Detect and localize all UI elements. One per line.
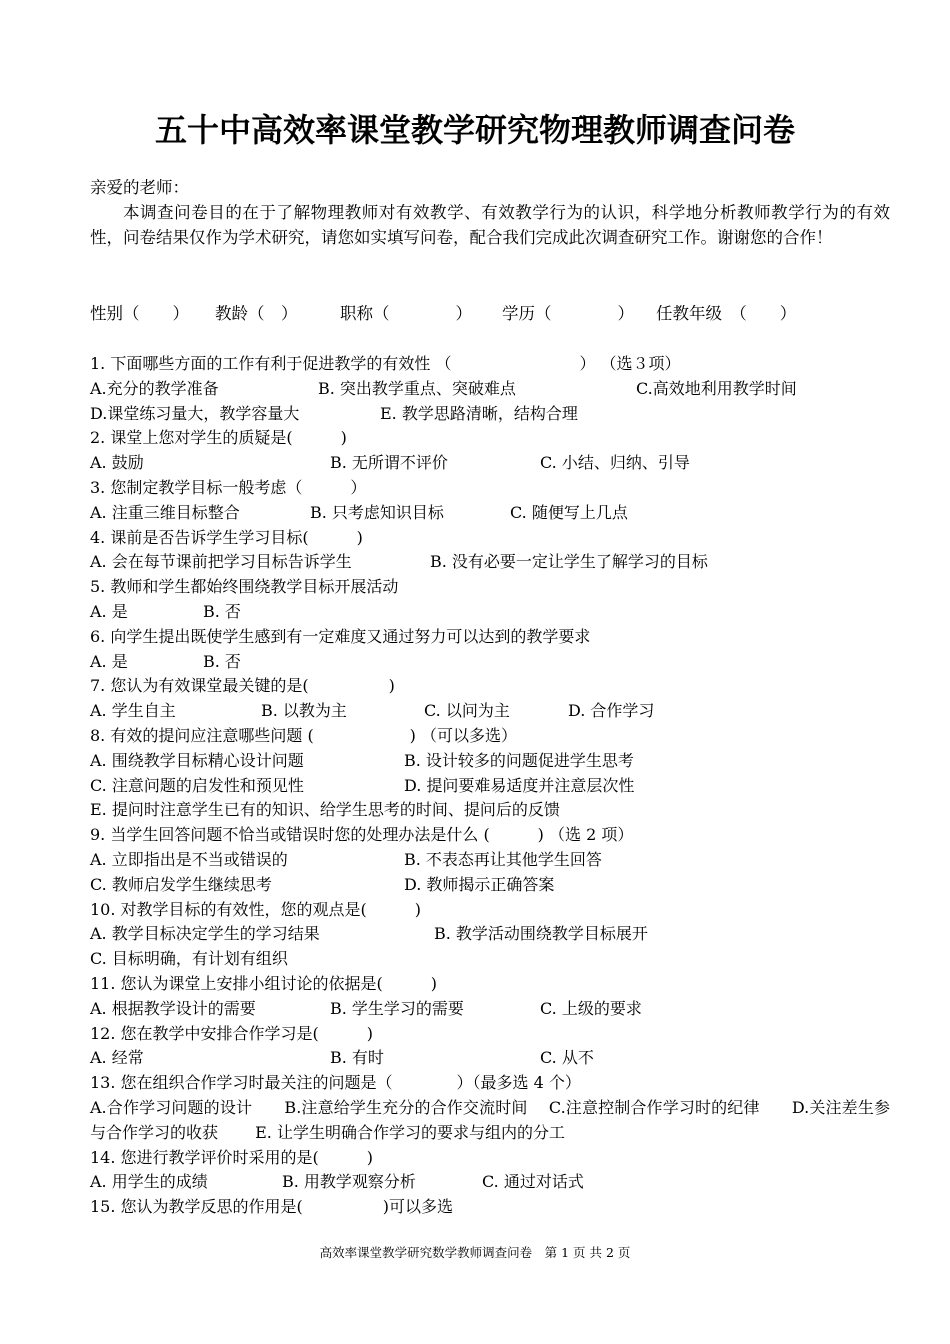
answer-option[interactable]: A. 是 <box>90 651 128 671</box>
answer-option[interactable]: A. 是 <box>90 601 128 621</box>
answer-option[interactable]: B. 突出教学重点、突破难点 <box>318 378 516 398</box>
answer-option[interactable]: C. 上级的要求 <box>540 998 642 1018</box>
question-text: 11. 您认为课堂上安排小组讨论的依据是( ) <box>90 973 438 993</box>
question-text: 13. 您在组织合作学习时最关注的问题是（ ）（最多选 4 个） <box>90 1073 581 1093</box>
answer-option[interactable]: C. 教师启发学生继续思考 <box>90 874 272 894</box>
answer-option[interactable]: B. 学生学习的需要 <box>330 998 464 1018</box>
answer-option[interactable]: A. 教学目标决定学生的学习结果 <box>90 924 320 944</box>
option-row <box>90 1046 890 1071</box>
page-title: 五十中高效率课堂教学研究物理教师调查问卷 <box>154 111 795 149</box>
answer-option[interactable]: C. 通过对话式 <box>482 1172 584 1192</box>
answer-option[interactable]: A. 围绕教学目标精心设计问题 <box>90 750 304 770</box>
question-list <box>90 352 890 1220</box>
answer-option[interactable]: B. 用教学观察分析 <box>282 1172 416 1192</box>
question-text: 8. 有效的提问应注意哪些问题 ( ) （可以多选） <box>90 725 518 745</box>
question-text: 1. 下面哪些方面的工作有利于促进教学的有效性 （ ） （选３项） <box>90 354 681 373</box>
question-5 <box>90 575 890 600</box>
question-text: 10. 对教学目标的有效性，您的观点是( ) <box>90 899 422 919</box>
answer-option[interactable]: C.高效地利用教学时间 <box>636 378 797 398</box>
question-text: 12. 您在教学中安排合作学习是( ) <box>90 1023 374 1043</box>
answer-option[interactable]: A. 学生自主 <box>90 701 176 721</box>
question-text: 7. 您认为有效课堂最关键的是( ) <box>90 676 395 696</box>
greeting: 亲爱的老师： <box>90 178 189 197</box>
question-text: 2. 课堂上您对学生的质疑是( ) <box>90 428 347 448</box>
question-8 <box>90 724 890 749</box>
answer-option[interactable]: A. 经常 <box>90 1048 144 1068</box>
question-text: 14. 您进行教学评价时采用的是( ) <box>90 1147 374 1167</box>
answer-option[interactable]: A. 鼓励 <box>90 453 144 473</box>
answer-option[interactable]: B. 设计较多的问题促进学生思考 <box>404 750 634 770</box>
answer-option[interactable]: A.充分的教学准备 <box>90 378 219 398</box>
answer-option[interactable]: D.课堂练习量大，教学容量大 <box>90 403 300 423</box>
answer-option[interactable]: A. 根据教学设计的需要 <box>90 998 256 1018</box>
option-row <box>90 848 890 873</box>
page-footer: 高效率课堂教学研究数学教师调查问卷 第 1 页 共 2 页 <box>319 1245 631 1260</box>
answer-option[interactable]: E. 教学思路清晰，结构合理 <box>380 403 578 423</box>
option-row <box>90 501 890 526</box>
option-row <box>90 922 890 947</box>
option-row <box>90 997 890 1022</box>
question-15 <box>90 1195 890 1220</box>
question-options: A.合作学习问题的设计 B.注意给学生充分的合作交流时间 C.注意控制合作学习时的纪律 D.关注差生参与合作学习的收获 E. 让学生明确合作学习的要求与组内的分工 <box>90 1097 890 1142</box>
option-row <box>90 1170 890 1195</box>
question-text: 9. 当学生回答问题不恰当或错误时您的处理办法是什么 ( ) （选 2 项） <box>90 825 634 845</box>
option-row <box>90 774 890 799</box>
option-row <box>90 798 890 823</box>
option-row <box>90 749 890 774</box>
answer-option[interactable]: B. 没有必要一定让学生了解学习的目标 <box>430 552 708 572</box>
answer-option[interactable]: B. 无所谓不评价 <box>330 453 448 473</box>
info-teaching-years[interactable]: 教龄（ ） <box>215 304 298 323</box>
option-row <box>90 699 890 724</box>
question-12 <box>90 1022 890 1047</box>
question-text: 4. 课前是否告诉学生学习目标( ) <box>90 527 363 547</box>
option-row <box>90 650 890 675</box>
option-row <box>90 600 890 625</box>
info-education[interactable]: 学历（ ） <box>502 304 634 323</box>
option-row <box>90 451 890 476</box>
answer-option[interactable]: B. 否 <box>203 651 241 671</box>
question-7 <box>90 674 890 699</box>
answer-option[interactable]: A. 会在每节课前把学习目标告诉学生 <box>90 552 352 572</box>
answer-option[interactable]: A. 注重三维目标整合 <box>90 502 240 522</box>
intro-paragraph: 本调查问卷目的在于了解物理教师对有效教学、有效教学行为的认识，科学地分析教师教学行为的有效性，问卷结果仅作为学术研究，请您如实填写问卷，配合我们完成此次调查研究工作。谢谢您的合作！ <box>90 203 890 247</box>
answer-option[interactable]: E. 提问时注意学生已有的知识、给学生思考的时间、提问后的反馈 <box>90 800 560 820</box>
answer-option[interactable]: C. 以问为主 <box>424 701 510 721</box>
option-row <box>90 377 890 402</box>
answer-option[interactable]: C. 目标明确，有计划有组织 <box>90 949 288 969</box>
info-title-rank[interactable]: 职称（ ） <box>340 304 472 323</box>
question-9 <box>90 823 890 848</box>
info-grade[interactable]: 任教年级 （ ） <box>656 304 797 323</box>
answer-option[interactable]: B. 以教为主 <box>261 701 347 721</box>
question-14 <box>90 1146 890 1171</box>
question-text: 5. 教师和学生都始终围绕教学目标开展活动 <box>90 577 399 597</box>
question-13 <box>90 1071 890 1096</box>
question-11 <box>90 972 890 997</box>
answer-option[interactable]: C. 随便写上几点 <box>510 502 628 522</box>
option-row <box>90 550 890 575</box>
answer-option[interactable]: C. 从不 <box>540 1048 594 1068</box>
answer-option[interactable]: B. 只考虑知识目标 <box>310 502 444 522</box>
question-4 <box>90 526 890 551</box>
answer-option[interactable]: D. 合作学习 <box>568 701 655 721</box>
question-text: 15. 您认为教学反思的作用是( )可以多选 <box>90 1197 454 1217</box>
answer-option[interactable]: A. 用学生的成绩 <box>90 1172 208 1192</box>
option-row <box>90 947 890 972</box>
answer-option[interactable]: A. 立即指出是不当或错误的 <box>90 849 288 869</box>
answer-option[interactable]: B. 有时 <box>330 1048 384 1068</box>
option-row <box>90 873 890 898</box>
answer-option[interactable]: D. 提问要难易适度并注意层次性 <box>404 775 635 795</box>
answer-option[interactable]: C. 注意问题的启发性和预见性 <box>90 775 304 795</box>
answer-option[interactable]: B. 否 <box>203 601 241 621</box>
question-1 <box>90 352 890 377</box>
question-10 <box>90 898 890 923</box>
question-2 <box>90 426 890 451</box>
answer-option[interactable]: C. 小结、归纳、引导 <box>540 453 690 473</box>
question-text: 3. 您制定教学目标一般考虑（ ） <box>90 477 367 497</box>
question-text: 6. 向学生提出既使学生感到有一定难度又通过努力可以达到的教学要求 <box>90 626 591 646</box>
answer-option[interactable]: B. 不表态再让其他学生回答 <box>404 849 602 869</box>
info-gender[interactable]: 性别（ ） <box>90 304 189 323</box>
answer-option[interactable]: D. 教师揭示正确答案 <box>404 874 555 894</box>
option-row <box>90 402 890 427</box>
question-3 <box>90 476 890 501</box>
question-6 <box>90 625 890 650</box>
answer-option[interactable]: B. 教学活动围绕教学目标展开 <box>434 924 648 944</box>
